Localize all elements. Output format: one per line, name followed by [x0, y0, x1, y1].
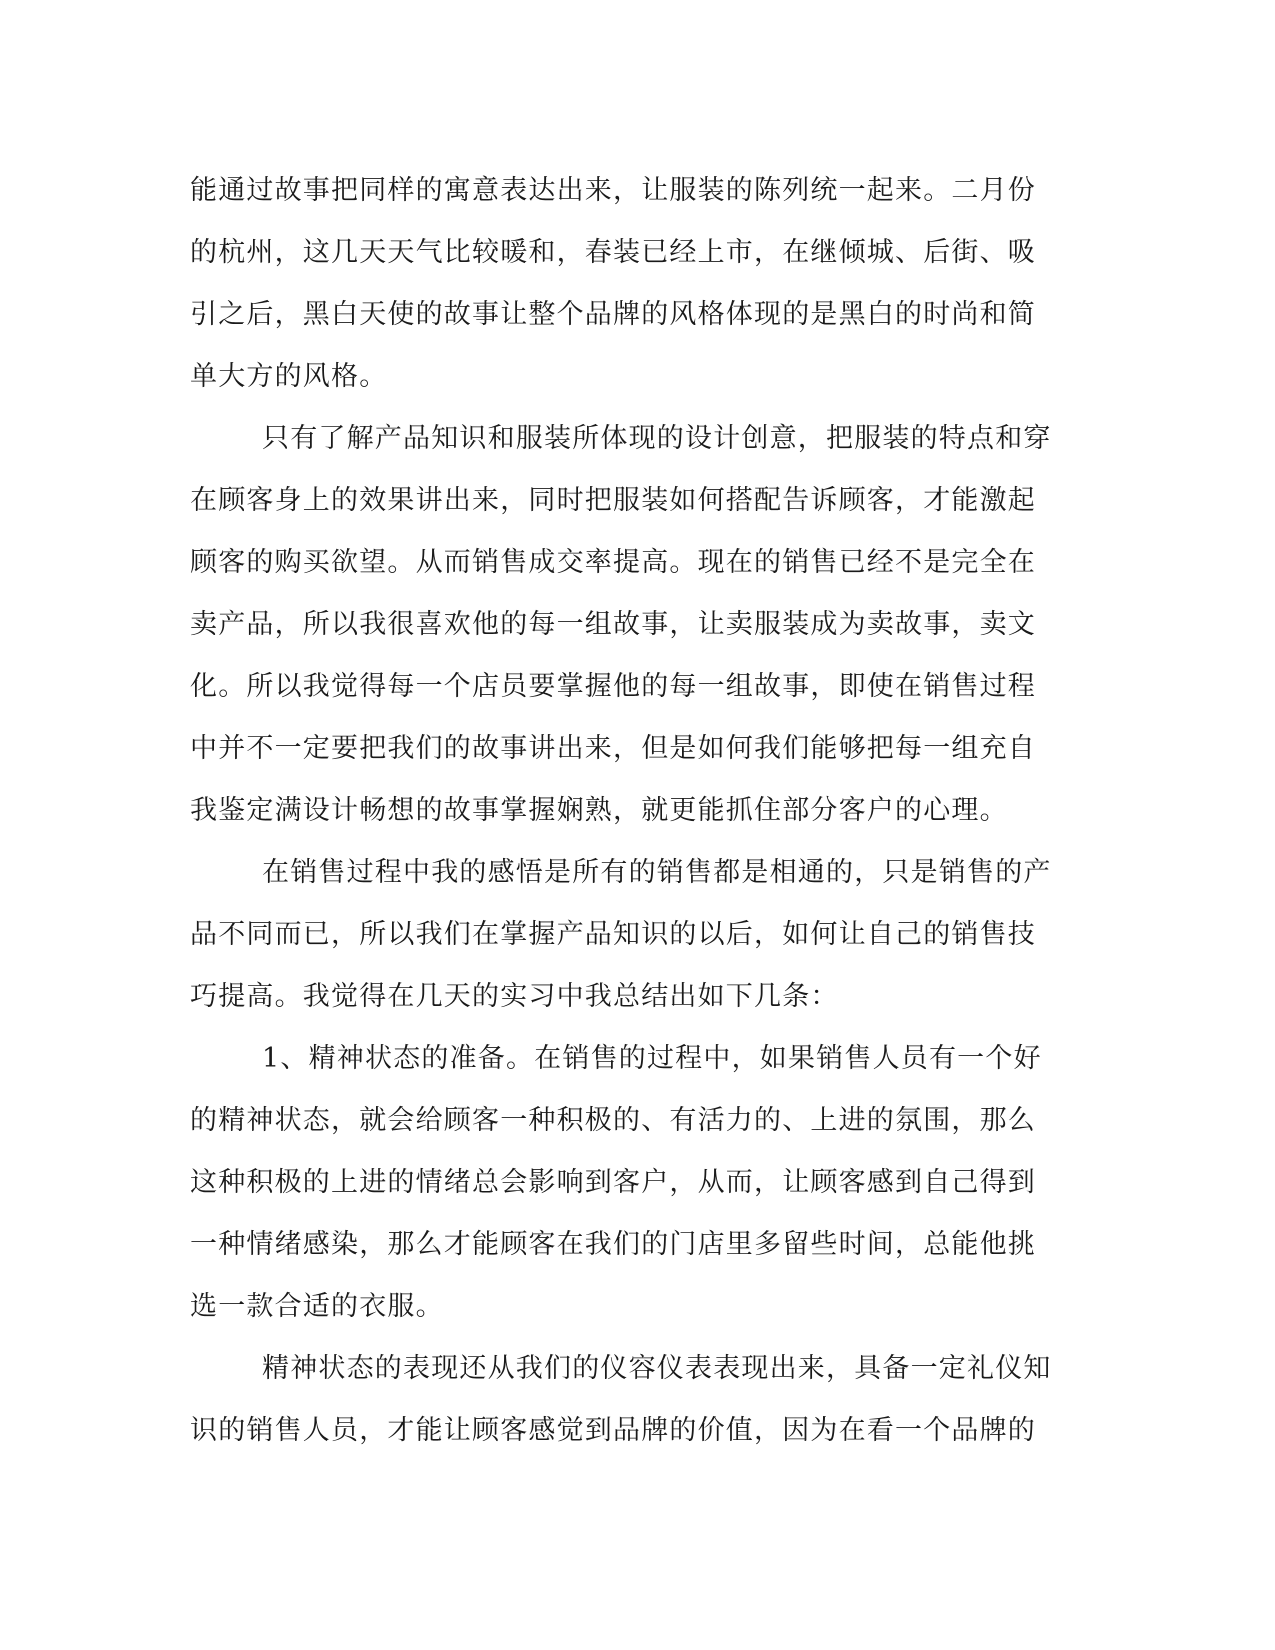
text-line: 的杭州，这几天天气比较暖和，春装已经上市，在继倾城、后街、吸 [190, 237, 1036, 268]
text-line: 巧提高。我觉得在几天的实习中我总结出如下几条： [190, 981, 839, 1012]
text-line: 品不同而已，所以我们在掌握产品知识的以后，如何让自己的销售技 [190, 919, 1036, 950]
text-line: 选一款合适的衣服。 [190, 1291, 444, 1322]
text-line: 的精神状态，就会给顾客一种积极的、有活力的、上进的氛围，那么 [190, 1105, 1036, 1136]
paragraph-start-line: 精神状态的表现还从我们的仪容仪表表现出来，具备一定礼仪知 [262, 1353, 1052, 1384]
text-line: 卖产品，所以我很喜欢他的每一组故事，让卖服装成为卖故事，卖文 [190, 609, 1036, 640]
text-line: 在顾客身上的效果讲出来，同时把服装如何搭配告诉顾客，才能激起 [190, 485, 1036, 516]
text-line: 能通过故事把同样的寓意表达出来，让服装的陈列统一起来。二月份 [190, 175, 1036, 206]
text-line: 单大方的风格。 [190, 361, 388, 392]
text-line: 顾客的购买欲望。从而销售成交率提高。现在的销售已经不是完全在 [190, 547, 1036, 578]
text-line: 识的销售人员，才能让顾客感觉到品牌的价值，因为在看一个品牌的 [190, 1415, 1036, 1446]
paragraph-start-line: 在销售过程中我的感悟是所有的销售都是相通的，只是销售的产 [262, 857, 1052, 888]
paragraph-start-line: 只有了解产品知识和服装所体现的设计创意，把服装的特点和穿 [262, 423, 1052, 454]
text-line: 一种情绪感染，那么才能顾客在我们的门店里多留些时间，总能他挑 [190, 1229, 1036, 1260]
text-line: 引之后，黑白天使的故事让整个品牌的风格体现的是黑白的时尚和简 [190, 299, 1036, 330]
text-line: 我鉴定满设计畅想的故事掌握娴熟，就更能抓住部分客户的心理。 [190, 795, 1008, 826]
list-item-line: 1、精神状态的准备。在销售的过程中，如果销售人员有一个好 [262, 1043, 1042, 1074]
body-text [190, 160, 1090, 1462]
text-line: 化。所以我觉得每一个店员要掌握他的每一组故事，即使在销售过程 [190, 671, 1036, 702]
text-line: 中并不一定要把我们的故事讲出来，但是如何我们能够把每一组充自 [190, 733, 1036, 764]
text-line: 这种积极的上进的情绪总会影响到客户，从而，让顾客感到自己得到 [190, 1167, 1036, 1198]
